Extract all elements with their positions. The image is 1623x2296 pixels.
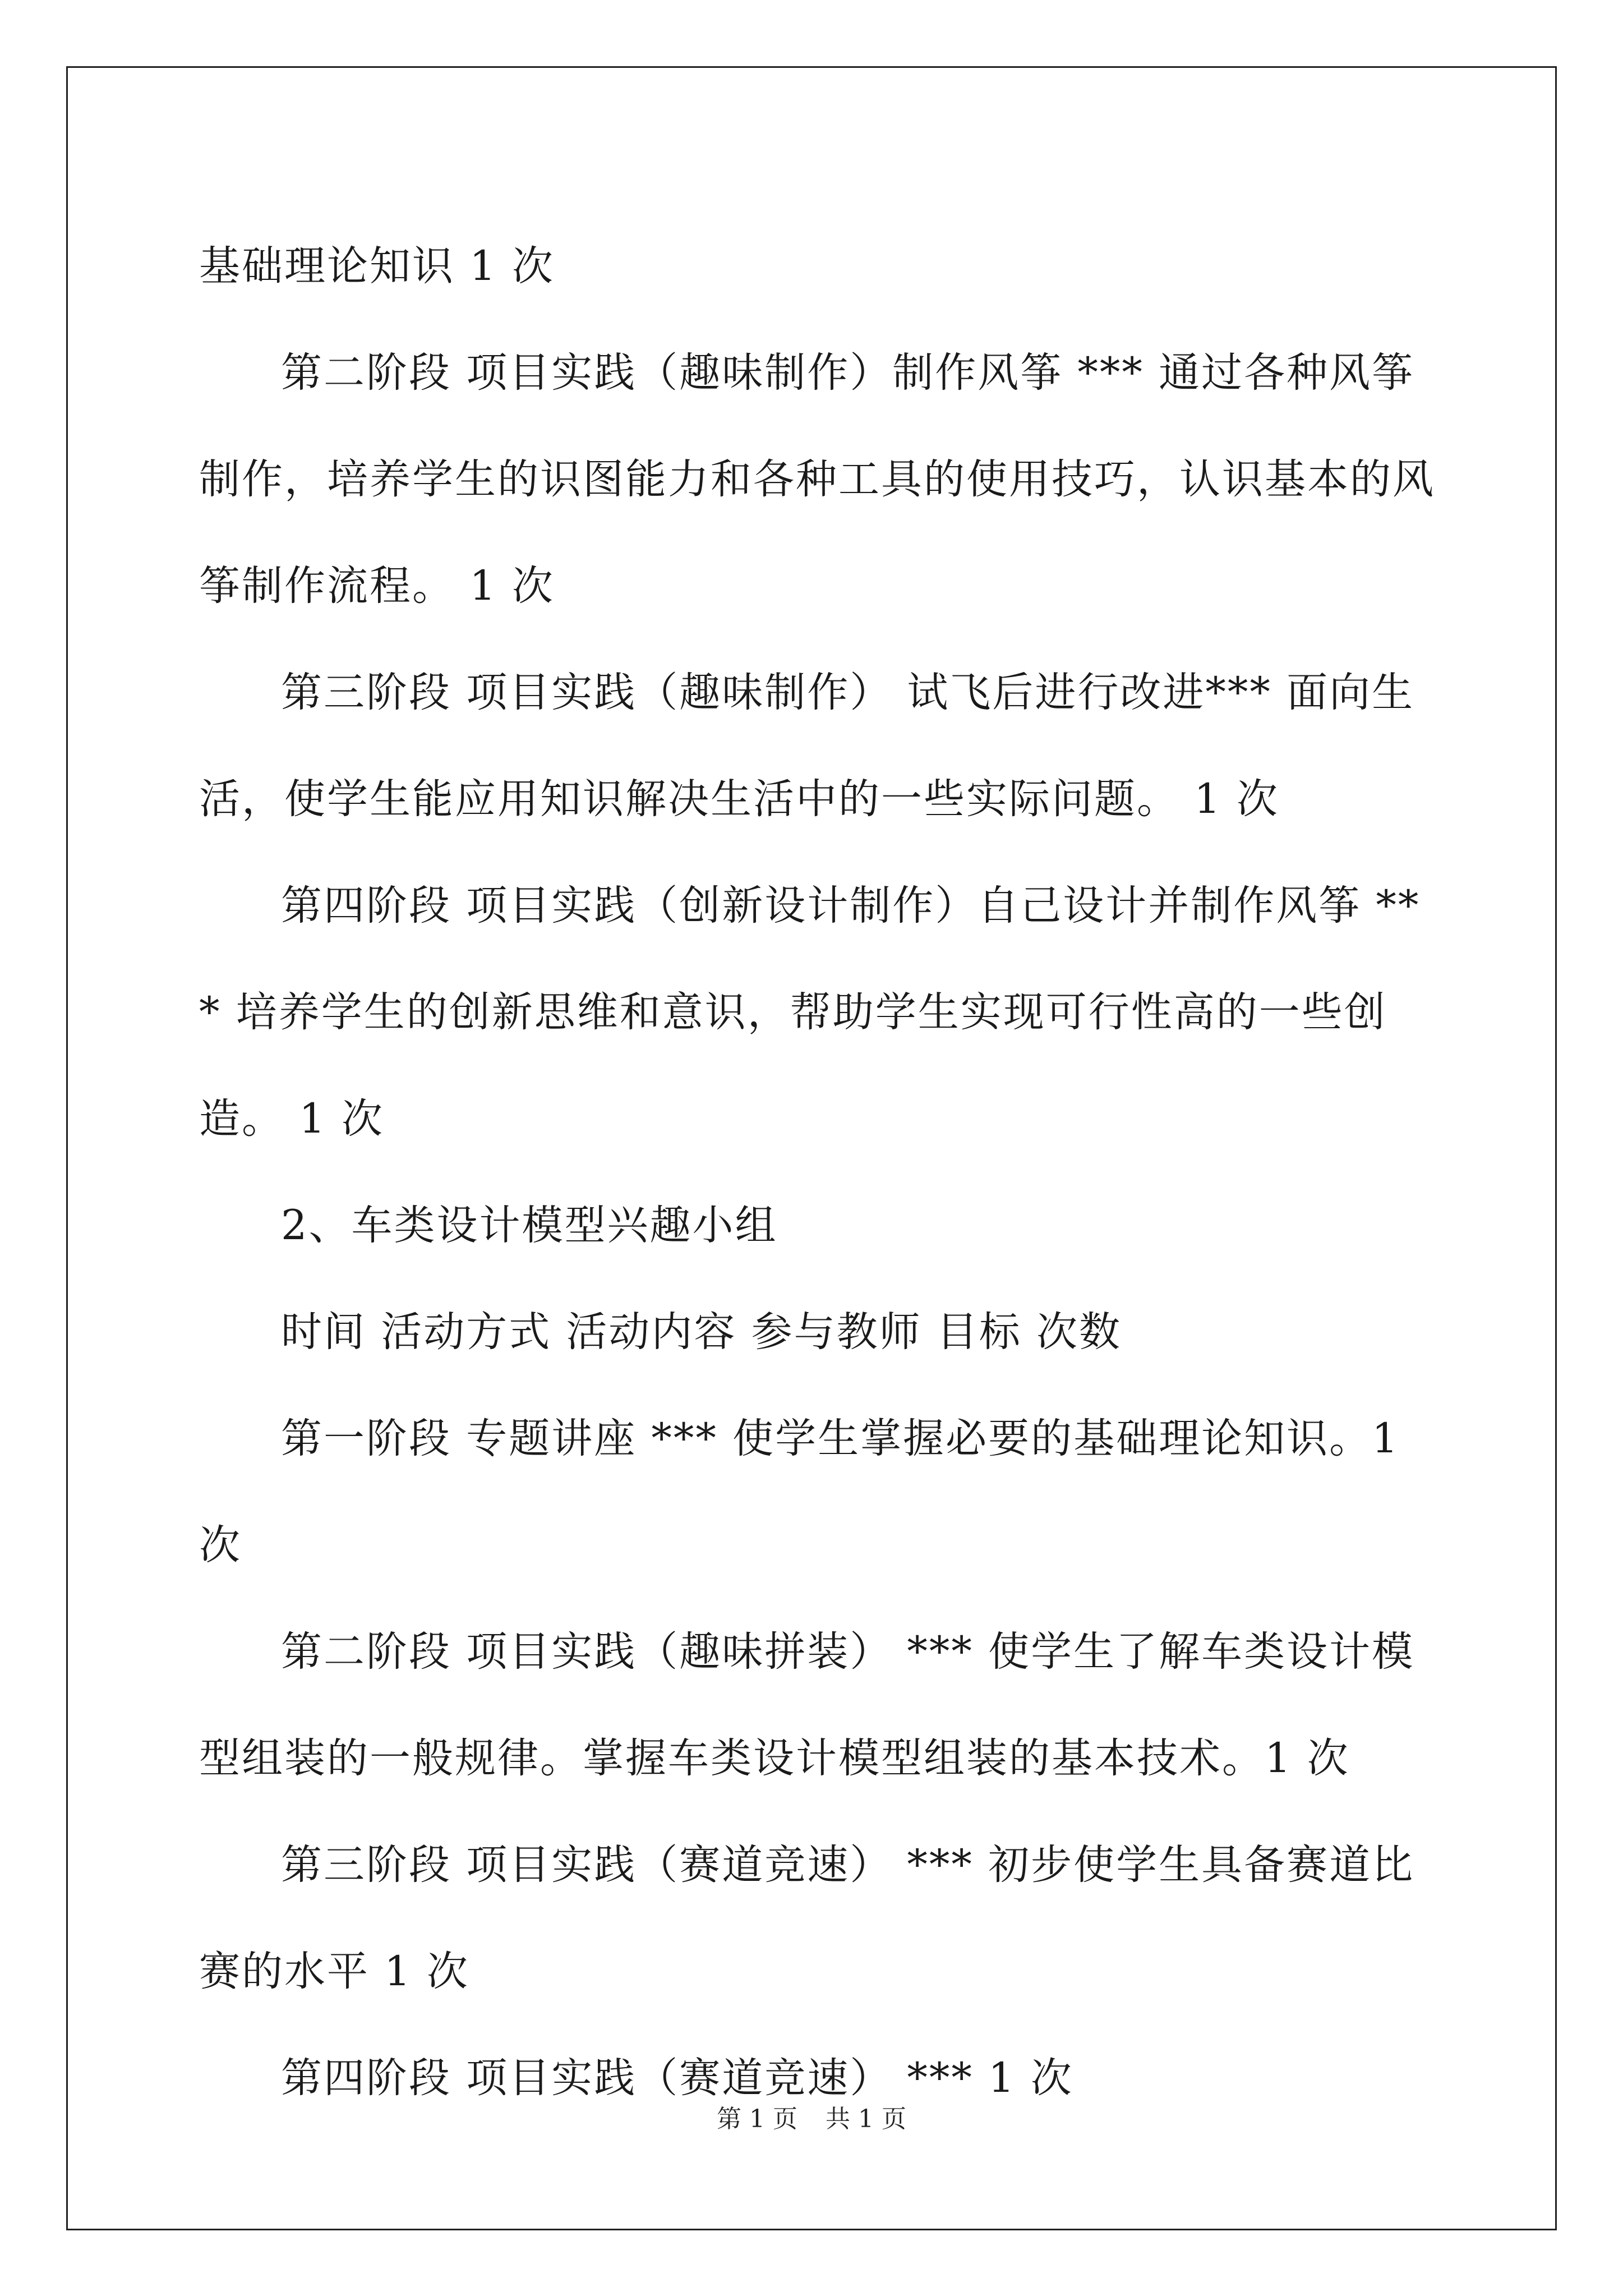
paragraph-9: 第三阶段 项目实践（赛道竞速） *** 初步使学生具备赛道比赛的水平 1 次 bbox=[199, 1841, 1415, 1995]
page-footer bbox=[0, 2102, 1623, 2136]
paragraph-7: 第一阶段 专题讲座 *** 使学生掌握必要的基础理论知识。1 次 bbox=[199, 1415, 1400, 1569]
paragraph-8: 第二阶段 项目实践（趣味拼装） *** 使学生了解车类设计模型组装的一般规律。掌握车类设计模型组装的基本技术。1 次 bbox=[199, 1628, 1415, 1782]
paragraph-10: 第四阶段 项目实践（赛道竞速） *** 1 次 bbox=[281, 2054, 1073, 2102]
section-heading: 2、车类设计模型兴趣小组 bbox=[281, 1202, 778, 1249]
table-header-line: 时间 活动方式 活动内容 参与教师 目标 次数 bbox=[281, 1308, 1122, 1356]
page-number-total: 共 1 页 bbox=[826, 2105, 906, 2133]
document-body bbox=[199, 213, 1438, 2132]
paragraph-3: 第三阶段 项目实践（趣味制作） 试飞后进行改进*** 面向生活，使学生能应用知识解决生活中的一些实际问题。 1 次 bbox=[199, 669, 1415, 823]
paragraph-1: 基础理论知识 1 次 bbox=[199, 242, 555, 290]
paragraph-2: 第二阶段 项目实践（趣味制作）制作风筝 *** 通过各种风筝制作，培养学生的识图能力和各种工具的使用技巧，认识基本的风筝制作流程。 1 次 bbox=[199, 349, 1435, 610]
paragraph-4: 第四阶段 项目实践（创新设计制作）自己设计并制作风筝 *** 培养学生的创新思维和意识，帮助学生实现可行性高的一些创造。 1 次 bbox=[199, 882, 1421, 1143]
page-number-current: 第 1 页 bbox=[717, 2105, 797, 2133]
